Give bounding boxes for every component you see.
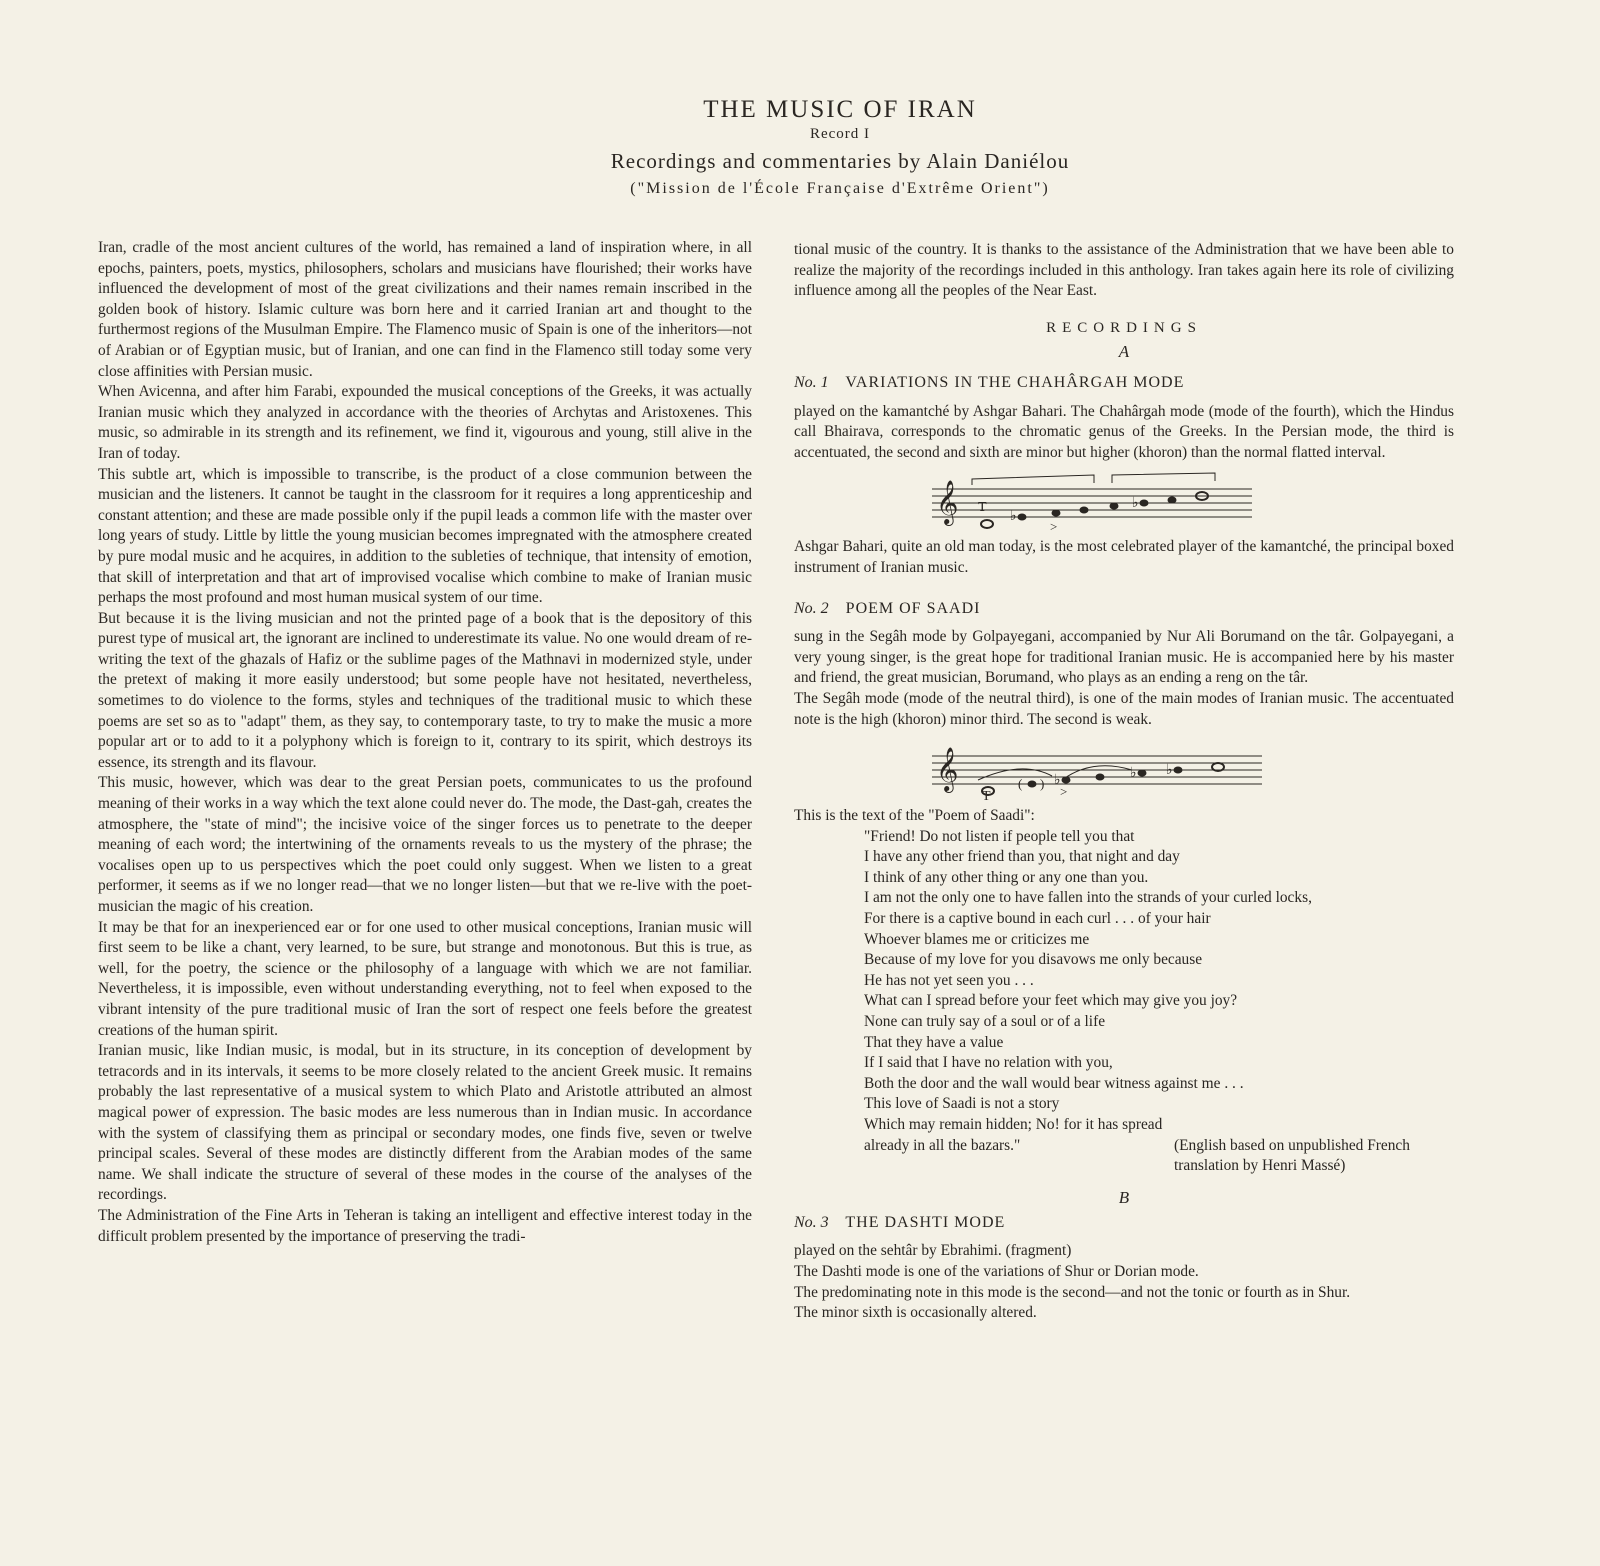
- track-3-line: The predominating note in this mode is the second—and not the tonic or fourth as in Shur.: [794, 1283, 1351, 1301]
- poem-line: Because of my love for you disavows me only because: [864, 951, 1203, 969]
- track-3-line: The minor sixth is occasionally altered.: [794, 1304, 1037, 1322]
- track-2-heading: [794, 599, 1454, 620]
- side-a-label: A: [1118, 342, 1130, 362]
- page-title: THE MUSIC OF IRAN: [703, 96, 977, 123]
- svg-text:♭: ♭: [1132, 496, 1139, 512]
- segah-notation: [932, 736, 1262, 800]
- right-column: [794, 240, 1454, 1324]
- svg-text:𝄞: 𝄞: [936, 749, 959, 792]
- svg-text:>: >: [1060, 784, 1068, 800]
- byline: Recordings and commentaries by Alain Daniélou: [610, 149, 1070, 173]
- poem-last-line-row: [864, 1136, 1454, 1175]
- poem-line: For there is a captive bound in each curl . . . of your hair: [864, 910, 1211, 928]
- poem-line: I am not the only one to have fallen into the strands of your curled locks,: [864, 889, 1312, 907]
- mission-subtitle: ("Mission de l'École Française d'Extrême Orient"): [630, 180, 1050, 197]
- credit-line: (English based on unpublished French: [1174, 1136, 1410, 1154]
- record-label: Record I: [809, 126, 871, 142]
- track-1-description: played on the kamantché by Ashgar Bahari. The Chahârgah mode (mode of the fourth), which the Hindus call Bhairava, corresponds to the chromatic genus of the Greeks. In the Persian mode, the third is accentuated, the second and sixth are minor but higher (khoron) than the normal flatted interval.: [794, 402, 1454, 461]
- poem-intro: This is the text of the "Poem of Saadi":: [794, 807, 1035, 825]
- track-number: No. 3: [794, 1213, 829, 1231]
- track-2-mode-note: The Segâh mode (mode of the neutral third), is one of the main modes of Iranian music. The accentuated note is the high (khoron) minor third. The second is weak.: [794, 689, 1454, 728]
- page-header: [0, 96, 1600, 198]
- recordings-heading: RECORDINGS: [1046, 319, 1202, 336]
- poem-line: already in all the bazars.": [864, 1136, 1021, 1154]
- track-1-note: Ashgar Bahari, quite an old man today, is the most celebrated player of the kamantché, the principal boxed instrument of Iranian music.: [794, 538, 1454, 576]
- side-b-label: B: [1118, 1188, 1130, 1208]
- poem-line: This love of Saadi is not a story: [864, 1095, 1060, 1113]
- translation-credit: [1174, 1136, 1464, 1177]
- poem-line: "Friend! Do not listen if people tell you that: [864, 827, 1135, 845]
- svg-text:♭: ♭: [1010, 509, 1017, 525]
- intro-paragraph: tional music of the country. It is thanks to the assistance of the Administration that we have been able to realize the majority of the recordings included in this anthology. Iran takes again here its role of civilizing influence among all the peoples of the Near East.: [794, 241, 1454, 300]
- svg-text:): ): [1040, 776, 1045, 792]
- track-3-heading: [794, 1213, 1454, 1234]
- poem-line: I think of any other thing or any one than you.: [864, 868, 1149, 886]
- paragraph: This subtle art, which is impossible to transcribe, is the product of a close communion between the musician and the listeners. It cannot be taught in the classroom for it requires a long apprenticeship and constant attention; and these are made possible only if the pupil leads a common life with the master over long years of study. Little by little the young musician becomes impregnated with the atmosphere created by pure modal music and he acquires, in addition to the subleties of technique, that intensity of emotion, that skill of interpretation and that art of improvised vocalise which combine to make of Iranian music perhaps the most profound and most human musical system of our time.: [98, 465, 752, 607]
- track-number: No. 2: [794, 599, 829, 617]
- svg-text:♭: ♭: [1054, 773, 1061, 789]
- left-column: [98, 238, 752, 1247]
- paragraph: But because it is the living musician and not the printed page of a book that is the depository of this purest type of musical art, the ignorant are inclined to underestimate its value. No one would dream of re-writing the text of the ghazals of Hafiz or the sublime pages of the Mathnavi in modernized style, under the pretext of making it more easily understood; but some people have not hesitated, nevertheless, sometimes to do violence to the forms, styles and techniques of the traditional music to which these poems are set so as to "adapt" them, as they say, to contemporary taste, to try to make the music a more popular art or to add to it a polyphony which is foreign to it, contrary to its spirit, which destroys its essence, its strength and its flavour.: [98, 609, 752, 771]
- svg-text:♭: ♭: [1166, 763, 1173, 779]
- track-3-line: The Dashti mode is one of the variations of Shur or Dorian mode.: [794, 1262, 1199, 1280]
- track-1-heading: [794, 373, 1454, 394]
- paragraph: This music, however, which was dear to the great Persian poets, communicates to us the profound meaning of their works in a way which the text alone could never do. The mode, the Dast-gah, creates the atmosphere, the "state of mind"; the incisive voice of the singer forces us to penetrate to the deeper meaning of each word; the intertwining of the ornaments reveals to us the mystery of the phrase; the vocalises open up to us perspectives which the poet could only suggest. When we listen to a great performer, it seems as if we no longer read—that we no longer listen—but that we re-live with the poet-musician the magic of his creation.: [98, 774, 752, 915]
- svg-text:T: T: [978, 500, 987, 516]
- svg-text:>: >: [1050, 519, 1058, 532]
- poem-line: Which may remain hidden; No! for it has spread: [864, 1116, 1163, 1133]
- poem-line: What can I spread before your feet which may give you joy?: [864, 992, 1238, 1010]
- svg-text:𝄞: 𝄞: [936, 482, 959, 525]
- paragraph: When Avicenna, and after him Farabi, expounded the musical conceptions of the Greeks, it was actually Iranian music which they analyzed in accordance with the theories of Archytas and Aristoxenes. This music, so admirable in its strength and its refinement, we find it, vigourous and young, still alive in the Iran of today.: [98, 383, 752, 462]
- poem-line: Whoever blames me or criticizes me: [864, 930, 1090, 948]
- poem-line: If I said that I have no relation with you,: [864, 1054, 1113, 1072]
- track-title: THE DASHTI MODE: [845, 1213, 1006, 1231]
- track-title: POEM OF SAADI: [845, 599, 981, 617]
- credit-line: translation by Henri Massé): [1174, 1157, 1346, 1175]
- svg-text:(: (: [1018, 776, 1023, 792]
- chahargah-notation: [932, 469, 1252, 531]
- poem-line: He has not yet seen you . . .: [864, 971, 1034, 989]
- paragraph: It may be that for an inexperienced ear or for one used to other musical conceptions, Iranian music will first seem to be like a chant, very learned, to be sure, but strange and monotonous. But this is true, as well, for the poetry, the science or the philosophy of a language with which we are not familiar. Nevertheless, it is impossible, even without understanding everything, not to feel when exposed to the vibrant intensity of the pure traditional music of Iran the sort of respect one feels before the greatest creations of the human spirit.: [98, 918, 752, 1039]
- poem-of-saadi: [864, 827, 1454, 1175]
- poem-line: I have any other friend than you, that night and day: [864, 848, 1180, 866]
- paragraph: Iran, cradle of the most ancient cultures of the world, has remained a land of inspiration where, in all epochs, painters, poets, mystics, philosophers, scholars and musicians have flourished; their works have influenced the development of most of the great civilizations and their names remain inscribed in the golden book of history. Islamic culture was born here and it carried Iranian art and thought to the furthermost regions of the Musulman Empire. The Flamenco music of Spain is one of the inheritors—not of Arabian or of Egyptian music, but of Iranian, and one can find in the Flamenco still today some very close affinities with Persian music.: [98, 239, 752, 380]
- track-number: No. 1: [794, 373, 829, 391]
- track-title: VARIATIONS IN THE CHAHÂRGAH MODE: [845, 373, 1185, 391]
- svg-text:♭: ♭: [1130, 766, 1137, 782]
- poem-line: None can truly say of a soul or of a life: [864, 1013, 1106, 1031]
- svg-text:T: T: [982, 789, 991, 801]
- poem-line: Both the door and the wall would bear witness against me . . .: [864, 1074, 1244, 1092]
- track-2-description: sung in the Segâh mode by Golpayegani, accompanied by Nur Ali Borumand on the târ. Golpayegani, a very young singer, is the great hope for traditional Iranian music. He is accompanied here by his master and friend, the great musician, Borumand, who plays as an ending a reng on the târ.: [794, 628, 1454, 687]
- track-3-line: played on the sehtâr by Ebrahimi. (fragment): [794, 1242, 1072, 1260]
- paragraph: The Administration of the Fine Arts in Teheran is taking an intelligent and effective interest today in the difficult problem presented by the importance of preserving the tradi-: [98, 1206, 752, 1245]
- poem-line: That they have a value: [864, 1033, 1004, 1051]
- paragraph: Iranian music, like Indian music, is modal, but in its structure, in its conception of development by tetracords and in its intervals, it seems to be more closely related to the ancient Greek music. It remains probably the last representative of a musical system to which Plato and Aristotle attributed an almost magical power of expression. The basic modes are less numerous than in Indian music. In accordance with the system of classifying them as principal or secondary modes, one finds five, seven or twelve principal scales. Several of these modes are distinctly different from the Arabian modes of the same name. We shall indicate the structure of several of these modes in the course of the analyses of the recordings.: [98, 1042, 752, 1204]
